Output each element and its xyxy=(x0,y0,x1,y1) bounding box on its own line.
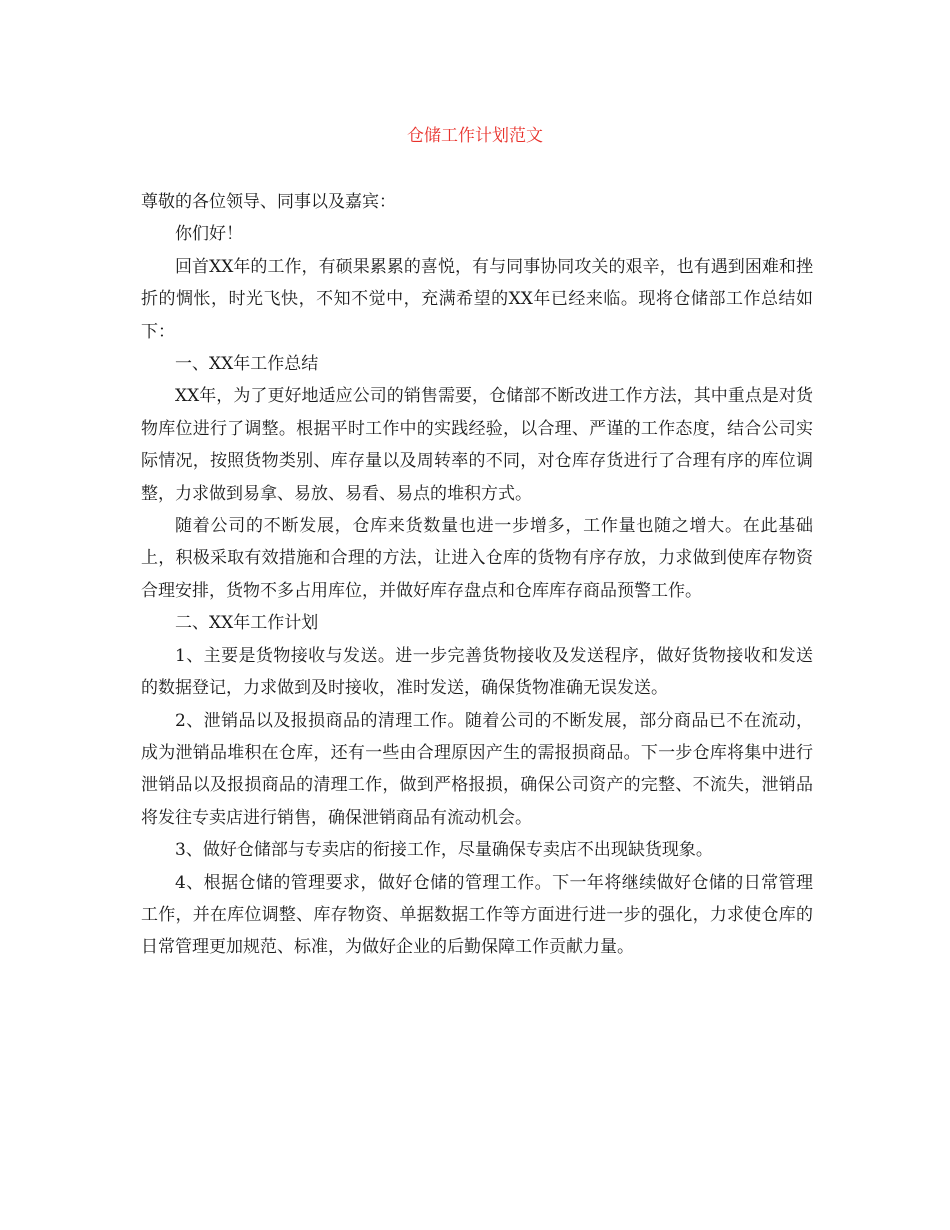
summary-paragraph-1: XX年，为了更好地适应公司的销售需要，仓储部不断改进工作方法，其中重点是对货物库位进行了调整。根据平时工作中的实践经验，以合理、严谨的工作态度，结合公司实际情况，按照货物类别、库存量以及周转率的不同，对仓库存货进行了合理有序的库位调整，力求做到易拿、易放、易看、易点的堆积方式。 xyxy=(141,386,813,504)
plan-item-4: 4、根据仓储的管理要求，做好仓储的管理工作。下一年将继续做好仓储的日常管理工作，并在库位调整、库存物资、单据数据工作等方面进行进一步的强化，力求使仓库的日常管理更加规范、标准，为做好企业的后勤保障工作贡献力量。 xyxy=(141,872,813,958)
document-title: 仓储工作计划范文 xyxy=(407,126,543,146)
section-heading-summary: 一、XX年工作总结 xyxy=(175,354,319,375)
plan-item-3: 3、做好仓储部与专卖店的衔接工作，尽量确保专卖店不出现缺货现象。 xyxy=(175,840,713,861)
salutation: 尊敬的各位领导、同事以及嘉宾： xyxy=(141,192,396,212)
greeting: 你们好！ xyxy=(175,224,243,245)
plan-item-1: 1、主要是货物接收与发送。进一步完善货物接收及发送程序，做好货物接收和发送的数据登记，力求做到及时接收，准时发送，确保货物准确无误发送。 xyxy=(141,645,813,699)
section-heading-plan: 二、XX年工作计划 xyxy=(175,613,319,634)
intro-paragraph: 回首XX年的工作，有硕果累累的喜悦，有与同事协同攻关的艰辛，也有遇到困难和挫折的惆怅，时光飞快，不知不觉中，充满希望的XX年已经来临。现将仓储部工作总结如下： xyxy=(141,256,813,342)
document-body xyxy=(141,186,813,964)
plan-item-2: 2、泄销品以及报损商品的清理工作。随着公司的不断发展，部分商品已不在流动，成为泄销品堆积在仓库，还有一些由合理原因产生的需报损商品。下一步仓库将集中进行泄销品以及报损商品的清理工作，做到严格报损，确保公司资产的完整、不流失，泄销品将发往专卖店进行销售，确保泄销商品有流动机会。 xyxy=(141,710,813,828)
summary-paragraph-2: 随着公司的不断发展，仓库来货数量也进一步增多，工作量也随之增大。在此基础上，积极采取有效措施和合理的方法，让进入仓库的货物有序存放，力求做到使库存物资合理安排，货物不多占用库位，并做好库存盘点和仓库库存商品预警工作。 xyxy=(141,516,813,601)
